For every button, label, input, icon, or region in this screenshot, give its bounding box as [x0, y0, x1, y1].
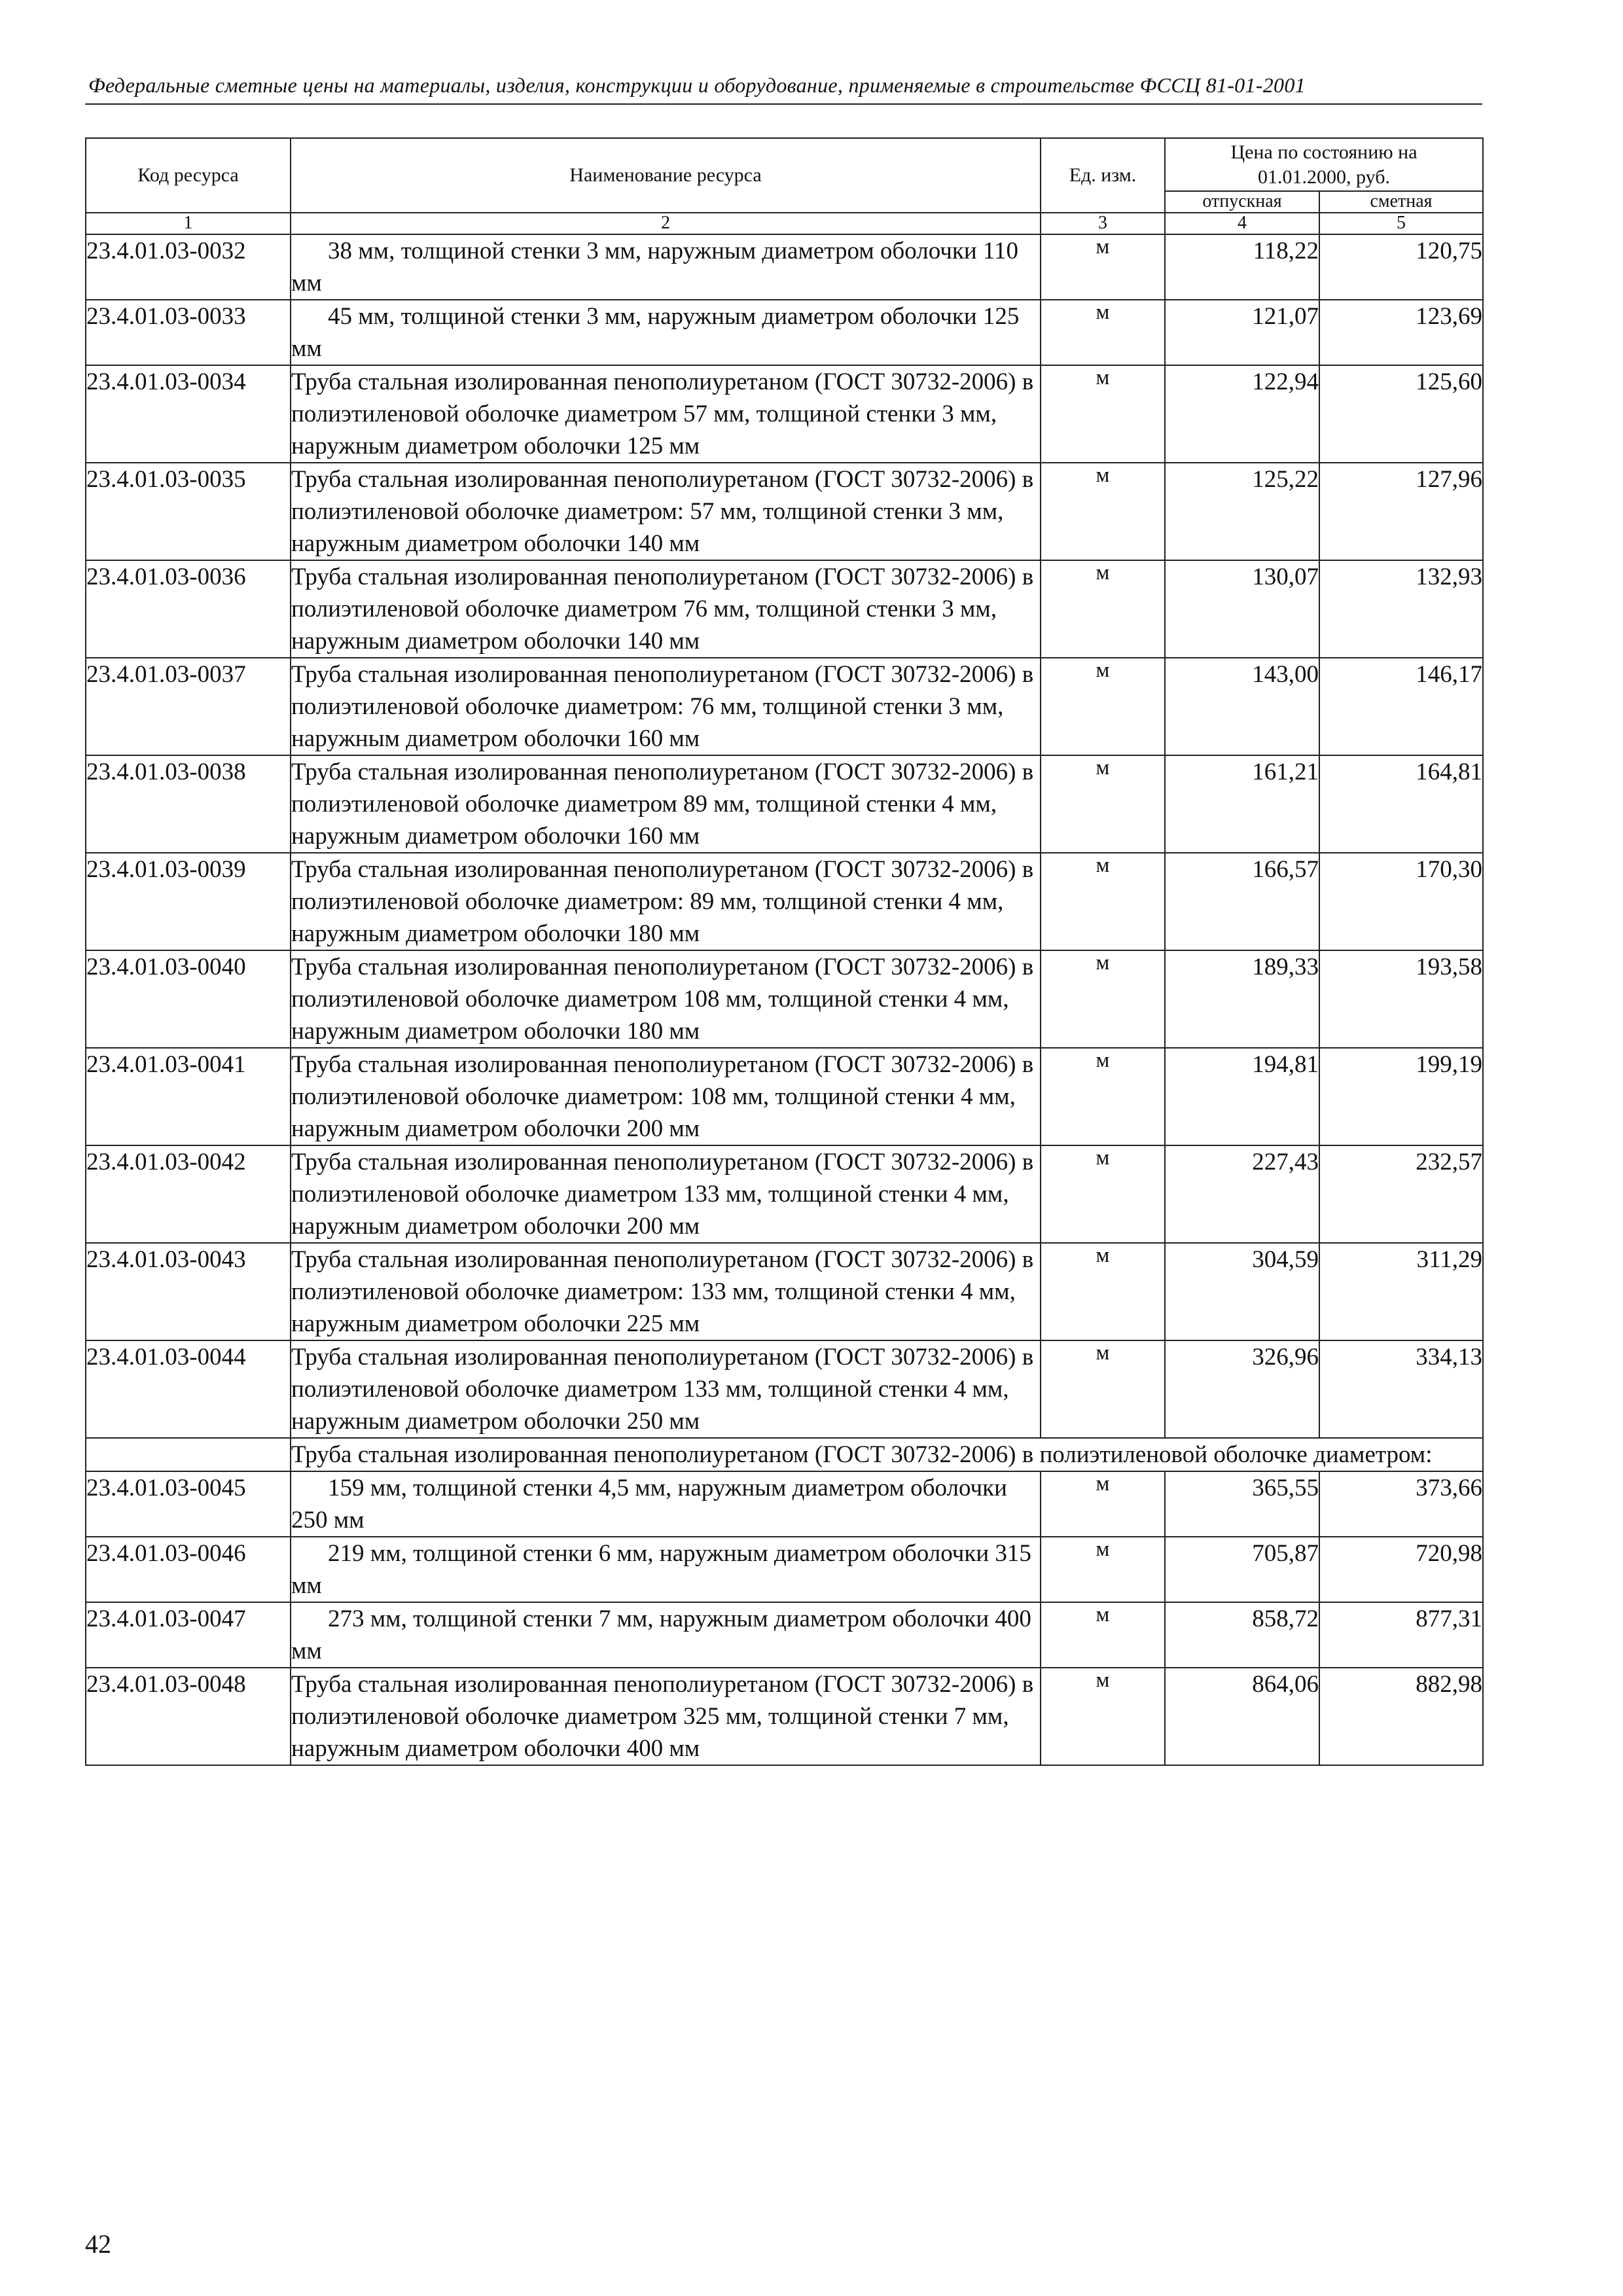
unit-of-measure: м — [1041, 463, 1165, 560]
resource-code: 23.4.01.03-0039 — [86, 853, 291, 950]
resource-name-text: 38 мм, толщиной стенки 3 мм, наружным диаметром оболочки 110 мм — [291, 237, 1019, 296]
table-row — [86, 1243, 1483, 1340]
release-price: 161,21 — [1165, 755, 1319, 853]
release-price: 143,00 — [1165, 658, 1319, 755]
release-price: 166,57 — [1165, 853, 1319, 950]
estimate-price: 193,58 — [1319, 950, 1483, 1048]
unit-of-measure: м — [1041, 560, 1165, 658]
unit-of-measure: м — [1041, 1668, 1165, 1765]
resource-code: 23.4.01.03-0036 — [86, 560, 291, 658]
header-price: Цена по состоянию на 01.01.2000, руб. — [1165, 138, 1483, 191]
resource-code: 23.4.01.03-0044 — [86, 1340, 291, 1438]
resource-name-text: 159 мм, толщиной стенки 4,5 мм, наружным диаметром оболочки 250 мм — [291, 1474, 1007, 1534]
header-estimate: сметная — [1319, 191, 1483, 213]
estimate-price: 132,93 — [1319, 560, 1483, 658]
resource-name — [291, 300, 1041, 365]
resource-name: Труба стальная изолированная пенополиуретаном (ГОСТ 30732-2006) в полиэтиленовой оболочке диаметром 76 мм, толщиной стенки 3 мм, наружным диаметром оболочки 140 мм — [291, 560, 1041, 658]
estimate-price: 232,57 — [1319, 1145, 1483, 1243]
page-number: 42 — [85, 2229, 111, 2259]
unit-of-measure: м — [1041, 1537, 1165, 1602]
resource-name — [291, 1602, 1041, 1668]
table-row — [86, 1471, 1483, 1537]
unit-of-measure: м — [1041, 950, 1165, 1048]
resource-name: Труба стальная изолированная пенополиуретаном (ГОСТ 30732-2006) в полиэтиленовой оболочке диаметром: 76 мм, толщиной стенки 3 мм, наружным диаметром оболочки 160 мм — [291, 658, 1041, 755]
resource-code: 23.4.01.03-0041 — [86, 1048, 291, 1145]
header-rule — [85, 103, 1482, 105]
resource-name: Труба стальная изолированная пенополиуретаном (ГОСТ 30732-2006) в полиэтиленовой оболочке диаметром 133 мм, толщиной стенки 4 мм, наружным диаметром оболочки 200 мм — [291, 1145, 1041, 1243]
unit-of-measure: м — [1041, 300, 1165, 365]
resource-code: 23.4.01.03-0043 — [86, 1243, 291, 1340]
estimate-price: 123,69 — [1319, 300, 1483, 365]
resource-name: Труба стальная изолированная пенополиуретаном (ГОСТ 30732-2006) в полиэтиленовой оболочке диаметром 108 мм, толщиной стенки 4 мм, наружным диаметром оболочки 180 мм — [291, 950, 1041, 1048]
table-row — [86, 1340, 1483, 1438]
column-number: 5 — [1319, 213, 1483, 234]
resource-name: Труба стальная изолированная пенополиуретаном (ГОСТ 30732-2006) в полиэтиленовой оболочке диаметром: 108 мм, толщиной стенки 4 мм, наружным диаметром оболочки 200 мм — [291, 1048, 1041, 1145]
resource-name-text: 219 мм, толщиной стенки 6 мм, наружным диаметром оболочки 315 мм — [291, 1539, 1031, 1599]
unit-of-measure: м — [1041, 365, 1165, 463]
release-price: 365,55 — [1165, 1471, 1319, 1537]
resource-code: 23.4.01.03-0037 — [86, 658, 291, 755]
unit-of-measure: м — [1041, 1048, 1165, 1145]
unit-of-measure: м — [1041, 1602, 1165, 1668]
release-price: 125,22 — [1165, 463, 1319, 560]
header-release: отпускная — [1165, 191, 1319, 213]
group-heading: Труба стальная изолированная пенополиуретаном (ГОСТ 30732-2006) в полиэтиленовой оболочке диаметром: — [291, 1438, 1483, 1471]
estimate-price: 170,30 — [1319, 853, 1483, 950]
unit-of-measure: м — [1041, 658, 1165, 755]
resource-name-text: 45 мм, толщиной стенки 3 мм, наружным диаметром оболочки 125 мм — [291, 302, 1020, 362]
release-price: 118,22 — [1165, 234, 1319, 300]
table-row — [86, 1145, 1483, 1243]
estimate-price: 882,98 — [1319, 1668, 1483, 1765]
header-code: Код ресурса — [86, 138, 291, 213]
header-name: Наименование ресурса — [291, 138, 1041, 213]
resource-name: Труба стальная изолированная пенополиуретаном (ГОСТ 30732-2006) в полиэтиленовой оболочке диаметром 89 мм, толщиной стенки 4 мм, наружным диаметром оболочки 160 мм — [291, 755, 1041, 853]
unit-of-measure: м — [1041, 755, 1165, 853]
resource-name: Труба стальная изолированная пенополиуретаном (ГОСТ 30732-2006) в полиэтиленовой оболочке диаметром: 89 мм, толщиной стенки 4 мм, наружным диаметром оболочки 180 мм — [291, 853, 1041, 950]
unit-of-measure: м — [1041, 1340, 1165, 1438]
group-row — [86, 1438, 1483, 1471]
resource-code: 23.4.01.03-0047 — [86, 1602, 291, 1668]
release-price: 864,06 — [1165, 1668, 1319, 1765]
resource-code: 23.4.01.03-0045 — [86, 1471, 291, 1537]
resource-code: 23.4.01.03-0035 — [86, 463, 291, 560]
resource-code: 23.4.01.03-0033 — [86, 300, 291, 365]
resource-name: Труба стальная изолированная пенополиуретаном (ГОСТ 30732-2006) в полиэтиленовой оболочке диаметром 57 мм, толщиной стенки 3 мм, наружным диаметром оболочки 125 мм — [291, 365, 1041, 463]
resource-code: 23.4.01.03-0034 — [86, 365, 291, 463]
table-row — [86, 365, 1483, 463]
resource-code: 23.4.01.03-0046 — [86, 1537, 291, 1602]
estimate-price: 877,31 — [1319, 1602, 1483, 1668]
table-row — [86, 1602, 1483, 1668]
running-header: Федеральные сметные цены на материалы, изделия, конструкции и оборудование, применяемые в строительстве ФССЦ 81-01-2001 — [88, 73, 1306, 97]
resource-name: Труба стальная изолированная пенополиуретаном (ГОСТ 30732-2006) в полиэтиленовой оболочке диаметром: 133 мм, толщиной стенки 4 мм, наружным диаметром оболочки 225 мм — [291, 1243, 1041, 1340]
estimate-price: 164,81 — [1319, 755, 1483, 853]
release-price: 227,43 — [1165, 1145, 1319, 1243]
estimate-price: 373,66 — [1319, 1471, 1483, 1537]
release-price: 189,33 — [1165, 950, 1319, 1048]
release-price: 121,07 — [1165, 300, 1319, 365]
unit-of-measure: м — [1041, 1243, 1165, 1340]
resource-name: Труба стальная изолированная пенополиуретаном (ГОСТ 30732-2006) в полиэтиленовой оболочке диаметром 133 мм, толщиной стенки 4 мм, наружным диаметром оболочки 250 мм — [291, 1340, 1041, 1438]
unit-of-measure: м — [1041, 1471, 1165, 1537]
table-row — [86, 755, 1483, 853]
column-number: 2 — [291, 213, 1041, 234]
resource-name: Труба стальная изолированная пенополиуретаном (ГОСТ 30732-2006) в полиэтиленовой оболочке диаметром 325 мм, толщиной стенки 7 мм, наружным диаметром оболочки 400 мм — [291, 1668, 1041, 1765]
release-price: 194,81 — [1165, 1048, 1319, 1145]
release-price: 122,94 — [1165, 365, 1319, 463]
estimate-price: 199,19 — [1319, 1048, 1483, 1145]
price-table — [85, 137, 1484, 1766]
estimate-price: 311,29 — [1319, 1243, 1483, 1340]
release-price: 130,07 — [1165, 560, 1319, 658]
resource-name — [291, 1537, 1041, 1602]
release-price: 858,72 — [1165, 1602, 1319, 1668]
table-row — [86, 463, 1483, 560]
estimate-price: 720,98 — [1319, 1537, 1483, 1602]
unit-of-measure: м — [1041, 1145, 1165, 1243]
header-unit: Ед. изм. — [1041, 138, 1165, 213]
resource-code: 23.4.01.03-0040 — [86, 950, 291, 1048]
table-row — [86, 1048, 1483, 1145]
resource-name — [291, 234, 1041, 300]
unit-of-measure: м — [1041, 853, 1165, 950]
table-row — [86, 300, 1483, 365]
column-number: 3 — [1041, 213, 1165, 234]
release-price: 304,59 — [1165, 1243, 1319, 1340]
table-row — [86, 234, 1483, 300]
estimate-price: 127,96 — [1319, 463, 1483, 560]
unit-of-measure: м — [1041, 234, 1165, 300]
resource-code: 23.4.01.03-0048 — [86, 1668, 291, 1765]
release-price: 326,96 — [1165, 1340, 1319, 1438]
resource-code: 23.4.01.03-0042 — [86, 1145, 291, 1243]
release-price: 705,87 — [1165, 1537, 1319, 1602]
table-row — [86, 950, 1483, 1048]
resource-name — [291, 1471, 1041, 1537]
estimate-price: 146,17 — [1319, 658, 1483, 755]
table-row — [86, 1668, 1483, 1765]
resource-name: Труба стальная изолированная пенополиуретаном (ГОСТ 30732-2006) в полиэтиленовой оболочке диаметром: 57 мм, толщиной стенки 3 мм, наружным диаметром оболочки 140 мм — [291, 463, 1041, 560]
resource-code: 23.4.01.03-0032 — [86, 234, 291, 300]
column-number: 1 — [86, 213, 291, 234]
column-number: 4 — [1165, 213, 1319, 234]
estimate-price: 125,60 — [1319, 365, 1483, 463]
table-row — [86, 853, 1483, 950]
estimate-price: 334,13 — [1319, 1340, 1483, 1438]
table-row — [86, 658, 1483, 755]
table-body — [86, 234, 1483, 1765]
resource-name-text: 273 мм, толщиной стенки 7 мм, наружным диаметром оболочки 400 мм — [291, 1605, 1031, 1664]
table-row — [86, 1537, 1483, 1602]
table-row — [86, 560, 1483, 658]
group-code-cell — [86, 1438, 291, 1471]
estimate-price: 120,75 — [1319, 234, 1483, 300]
resource-code: 23.4.01.03-0038 — [86, 755, 291, 853]
